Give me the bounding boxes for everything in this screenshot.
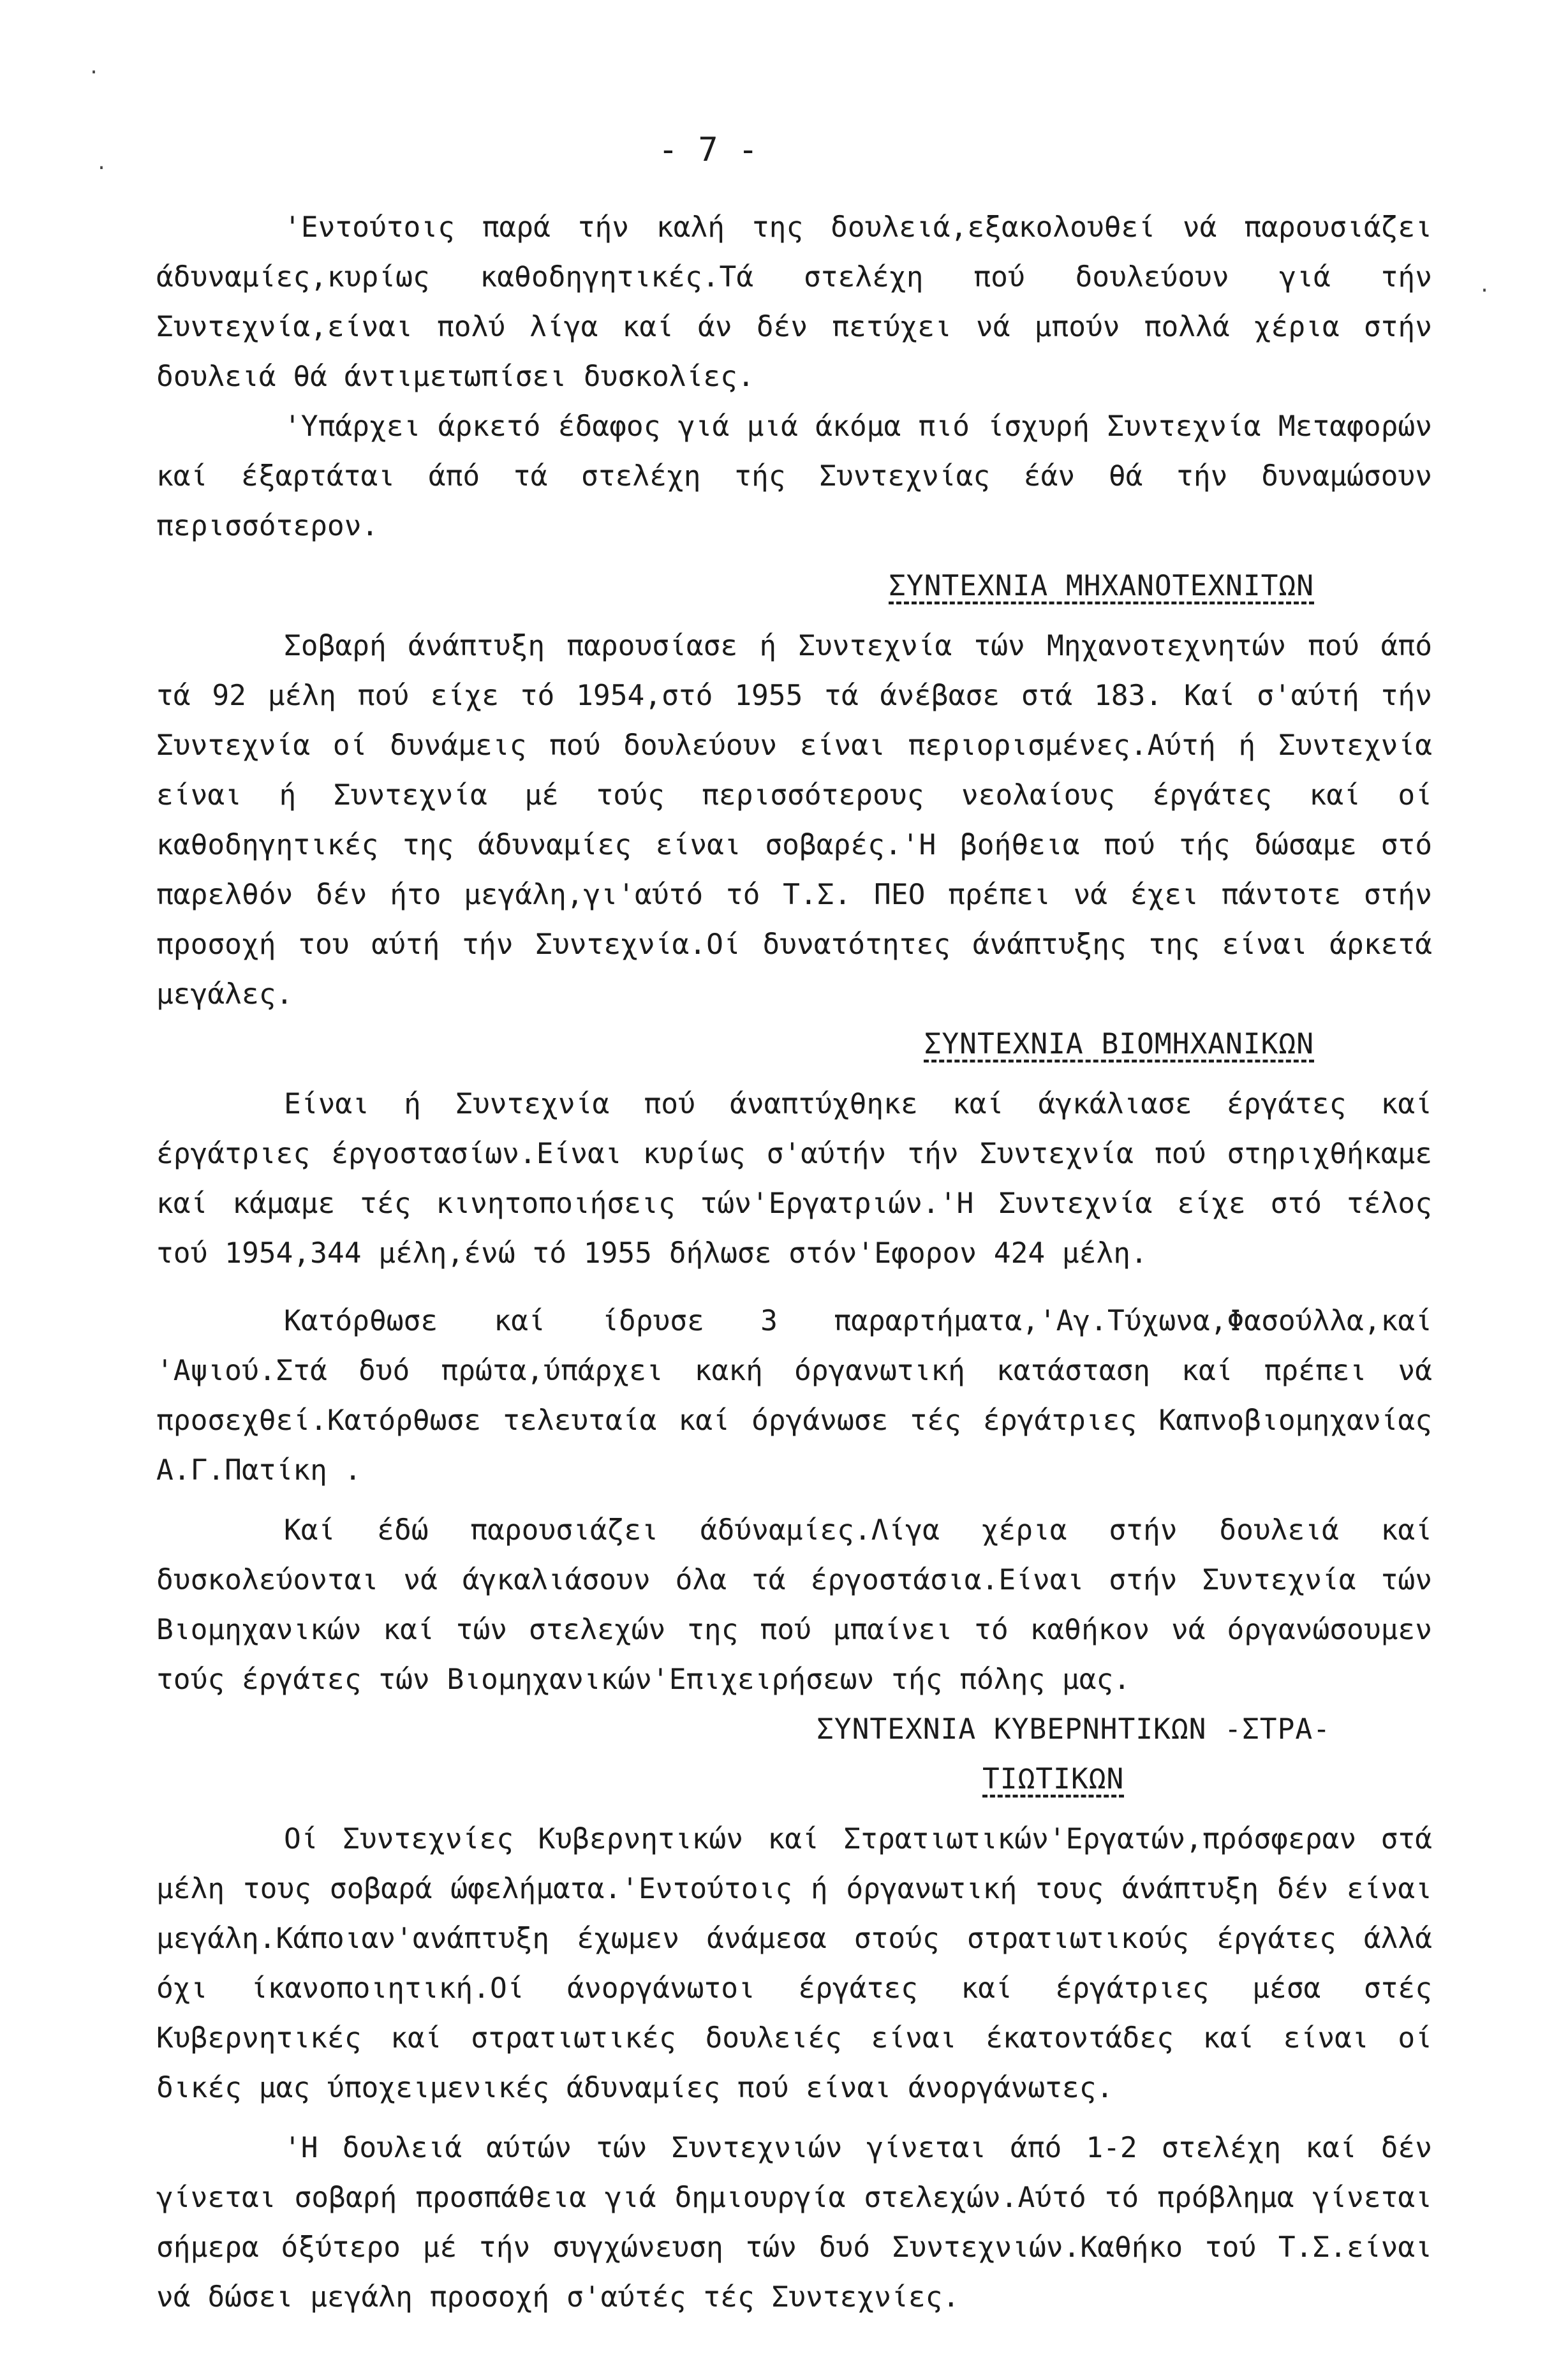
heading-industrial-union: ΣΥΝΤΕΧΝΙΑ ΒΙΟΜΗΧΑΝΙΚΩΝ	[924, 1028, 1314, 1060]
heading-government-line-1: ΣΥΝΤΕΧΝΙΑ ΚΥΒΕΡΝΗΤΙΚΩΝ -ΣΤΡΑ-	[817, 1713, 1331, 1746]
stray-ink-mark: .	[88, 56, 100, 78]
paragraph-industrial-2: Κατόρθωσε καί ίδρυσε 3 παραρτήματα,'Αγ.Τύχωνα,Φασούλλα,καί 'Αψιού.Στά δυό πρώτα,ύπάρχει κακή όργανωτική κατάσταση καί πρέπει νά προσεχθεί.Κατόρθωσε τελευταία καί όργάνωσε τές έργάτριες Καπνοβιομηχανίας Α.Γ.Πατίκη .	[156, 1305, 1432, 1487]
paragraph-industrial-3: Καί έδώ παρουσιάζει άδύναμίες.Λίγα χέρια στήν δουλειά καί δυσκολεύονται νά άγκαλιάσουν όλα τά έργοστάσια.Είναι στήν Συντεχνία τών Βιομηχανικών καί τών στελεχών της πού μπαίνει τό καθήκον νά όργανώσουμεν τούς έργάτες τών Βιομηχανικών'Επιχειρήσεων τής πόλης μας.	[156, 1514, 1432, 1696]
paragraph-intro-2: 'Υπάρχει άρκετό έδαφος γιά μιά άκόμα πιό ίσχυρή Συντεχνία Μεταφορών καί έξαρτάται άπό τά στελέχη τής Συντεχνίας έάν θά τήν δυναμώσουν περισσότερον.	[156, 410, 1432, 542]
paragraph-government-1: Οί Συντεχνίες Κυβερνητικών καί Στρατιωτικών'Εργατών,πρόσφεραν στά μέλη τους σοβαρά ώφελήματα.'Εντούτοις ή όργανωτική τους άνάπτυξη δέν είναι μεγάλη.Κάποιαν'ανάπτυξη έχωμεν άνάμεσα στούς στρατιωτικούς έργάτες άλλά όχι ίκανοποιητική.Οί άνοργάνωτοι έργάτες καί έργάτριες μέσα στές Κυβερνητικές καί στρατιωτικές δουλειές είναι έκατοντάδες καί είναι οί δικές μας ύποχειμενικές άδυναμίες πού είναι άνοργάνωτες.	[156, 1823, 1432, 2104]
page-number: - 7 -	[658, 131, 758, 169]
paragraph-intro-1: 'Εντούτοις παρά τήν καλή της δουλειά,εξακολουθεί νά παρουσιάζει άδυναμίες,κυρίως καθοδηγητικές.Τά στελέχη πού δουλεύουν γιά τήν Συντεχνία,είναι πολύ λίγα καί άν δέν πετύχει νά μπούν πολλά χέρια στήν δουλειά θά άντιμετωπίσει δυσκολίες.	[156, 211, 1432, 393]
stray-ink-mark: .	[96, 152, 108, 174]
paragraph-industrial-1: Είναι ή Συντεχνία πού άναπτύχθηκε καί άγκάλιασε έργάτες καί έργάτριες έργοστασίων.Είναι κυρίως σ'αύτήν τήν Συντεχνία πού στηριχθήκαμε καί κάμαμε τές κινητοποιήσεις τών'Εργατριών.'Η Συντεχνία είχε στό τέλος τού 1954,344 μέλη,ένώ τό 1955 δήλωσε στόν'Εφορον 424 μέλη.	[156, 1088, 1432, 1270]
stray-ink-mark: .	[1479, 274, 1491, 297]
heading-government-union	[156, 1705, 1432, 1804]
paragraph-mechanics-1: Σοβαρή άνάπτυξη παρουσίασε ή Συντεχνία τών Μηχανοτεχνητών πού άπό τά 92 μέλη πού είχε τό 1954,στό 1955 τά άνέβασε στά 183. Καί σ'αύτή τήν Συντεχνία οί δυνάμεις πού δουλεύουν είναι περιορισμένες.Αύτή ή Συντεχνία είναι ή Συντεχνία μέ τούς περισσότερους νεολαίους έργάτες καί οί καθοδηγητικές της άδυναμίες είναι σοβαρές.'Η βοήθεια πού τής δώσαμε στό παρελθόν δέν ήτο μεγάλη,γι'αύτό τό Τ.Σ. ΠΕΟ πρέπει νά έχει πάντοτε στήν προσοχή του αύτή τήν Συντεχνία.Οί δυνατότητες άνάπτυξης της είναι άρκετά μεγάλες.	[156, 630, 1432, 1011]
heading-government-line-2: ΤΙΩΤΙΚΩΝ	[982, 1763, 1125, 1795]
heading-mechanics-union: ΣΥΝΤΕΧΝΙΑ ΜΗΧΑΝΟΤΕΧΝΙΤΩΝ	[889, 570, 1314, 602]
document-body	[156, 203, 1432, 2322]
paragraph-government-2: 'Η δουλειά αύτών τών Συντεχνιών γίνεται άπό 1-2 στελέχη καί δέν γίνεται σοβαρή προσπάθεια γιά δημιουργία στελεχών.Αύτό τό πρόβλημα γίνεται σήμερα όξύτερο μέ τήν συγχώνευση τών δυό Συντεχνιών.Καθήκο τού Τ.Σ.είναι νά δώσει μεγάλη προσοχή σ'αύτές τές Συντεχνίες.	[156, 2132, 1432, 2314]
